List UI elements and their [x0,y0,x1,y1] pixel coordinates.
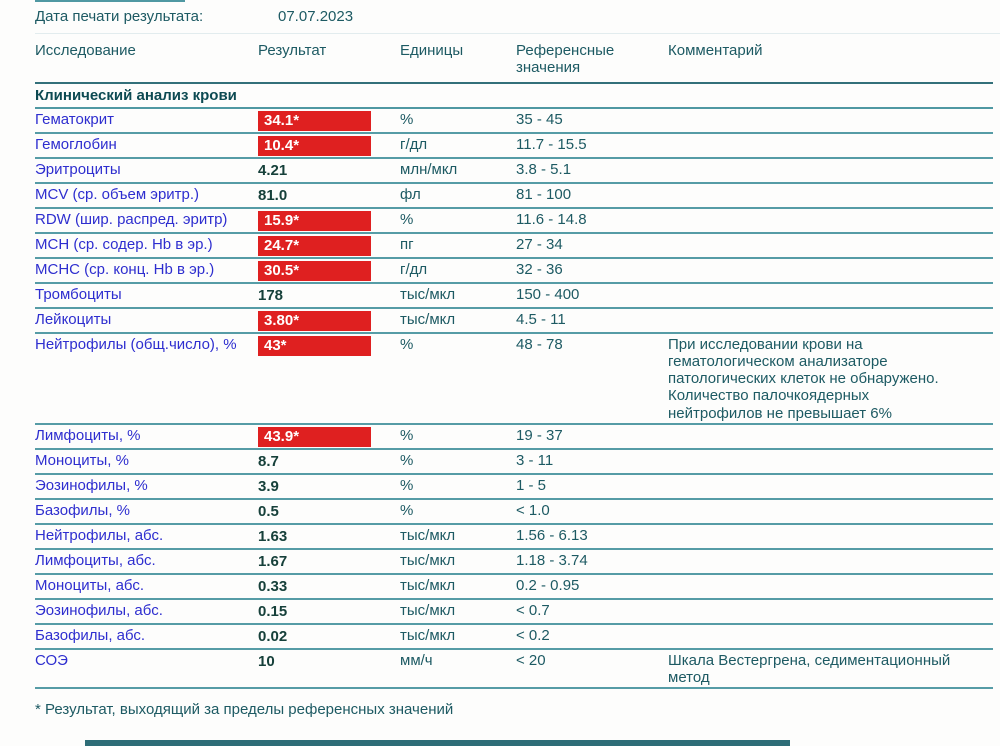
test-name: MCHC (ср. конц. Hb в эр.) [35,260,215,278]
comment: При исследовании крови на гематологическом анализаторе патологических клеток не обнаружено. Количество палочкоядерных нейтрофилов не превышает 6% [668,335,939,422]
table-row [35,500,993,525]
print-date-row [0,0,1000,26]
units: тыс/мкл [400,285,456,303]
table-row [35,184,993,209]
reference-range: 35 - 45 [516,110,563,128]
test-name: Лимфоциты, абс. [35,551,156,569]
table-row [35,425,993,450]
units: % [400,426,414,444]
table-row [35,450,993,475]
table-row [35,600,993,625]
units: % [400,501,414,519]
reference-range: 1 - 5 [516,476,547,494]
units: г/дл [400,260,428,278]
table-row [35,650,993,690]
table-row [35,334,993,425]
table-row [35,525,993,550]
result-value: 1.67 [258,552,288,570]
test-name: Базофилы, % [35,501,130,519]
test-name: Гемоглобин [35,135,117,153]
test-name: Гематокрит [35,110,114,128]
units: % [400,210,414,228]
result-value: 10.4* [258,136,400,156]
table-row [35,475,993,500]
table-row [35,625,993,650]
test-name: Эозинофилы, абс. [35,601,163,619]
reference-range: 27 - 34 [516,235,563,253]
result-value: 43.9* [258,427,400,447]
result-value: 8.7 [258,452,279,470]
units: пг [400,235,414,253]
result-value: 0.5 [258,502,279,520]
result-value: 1.63 [258,527,288,545]
reference-range: 11.7 - 15.5 [516,135,587,153]
result-value: 81.0 [258,186,288,204]
header-result: Результат [258,42,327,59]
units: тыс/мкл [400,601,456,619]
result-value: 0.15 [258,602,288,620]
units: % [400,110,414,128]
units: тыс/мкл [400,626,456,644]
units: г/дл [400,135,428,153]
result-value: 3.9 [258,477,279,495]
units: тыс/мкл [400,526,456,544]
print-date-label: Дата печати результата: [35,8,204,25]
table-row [35,259,993,284]
test-name: Базофилы, абс. [35,626,146,644]
reference-range: < 0.2 [516,626,550,644]
table-row [35,550,993,575]
test-name: Лимфоциты, % [35,426,141,444]
table-row [35,109,993,134]
test-name: Эозинофилы, % [35,476,148,494]
units: фл [400,185,421,203]
reference-range: < 0.7 [516,601,550,619]
section-title: Клинический анализ крови [35,84,993,109]
units: % [400,451,414,469]
units: % [400,476,414,494]
result-value: 3.80* [258,311,400,331]
test-name: Нейтрофилы, абс. [35,526,164,544]
table-row [35,209,993,234]
footnote: * Результат, выходящий за пределы референсных значений [35,701,454,719]
reference-range: < 20 [516,651,546,669]
test-name: Нейтрофилы (общ.число), % [35,335,237,353]
test-name: Лейкоциты [35,310,112,328]
result-value: 0.33 [258,577,288,595]
reference-range: 1.56 - 6.13 [516,526,588,544]
units: тыс/мкл [400,551,456,569]
top-divider-fragment [35,0,185,2]
print-date-value: 07.07.2023 [278,8,354,25]
table-row [35,575,993,600]
table-header-row [35,34,993,84]
units: тыс/мкл [400,576,456,594]
header-test: Исследование [35,42,136,59]
reference-range: 3 - 11 [516,451,554,469]
reference-range: 11.6 - 14.8 [516,210,587,228]
result-value: 24.7* [258,236,400,256]
result-value: 34.1* [258,111,400,131]
reference-range: 32 - 36 [516,260,563,278]
table-row [35,159,993,184]
test-name: Моноциты, абс. [35,576,145,594]
result-value: 30.5* [258,261,400,281]
test-name: MCH (ср. содер. Hb в эр.) [35,235,213,253]
reference-range: 0.2 - 0.95 [516,576,580,594]
units: мм/ч [400,651,433,669]
reference-range: 1.18 - 3.74 [516,551,588,569]
units: тыс/мкл [400,310,456,328]
reference-range: < 1.0 [516,501,550,519]
result-value: 10 [258,652,275,670]
result-value: 178 [258,286,284,304]
table-row [35,309,993,334]
test-name: Тромбоциты [35,285,122,303]
header-units: Единицы [400,42,464,59]
reference-range: 3.8 - 5.1 [516,160,572,178]
header-comment: Комментарий [668,42,763,59]
reference-range: 150 - 400 [516,285,580,303]
header-reference: Референсные значения [516,42,615,77]
reference-range: 81 - 100 [516,185,572,203]
bottom-bar-fragment [85,740,790,746]
test-name: Моноциты, % [35,451,129,469]
table-row [35,284,993,309]
test-name: RDW (шир. распред. эритр) [35,210,228,228]
test-name: MCV (ср. объем эритр.) [35,185,200,203]
result-value: 15.9* [258,211,400,231]
reference-range: 4.5 - 11 [516,310,566,328]
table-row [35,134,993,159]
result-value: 43* [258,336,400,356]
reference-range: 19 - 37 [516,426,563,444]
comment: Шкала Вестергрена, седиментационный метод [668,651,951,686]
result-value: 4.21 [258,161,288,179]
test-name: Эритроциты [35,160,121,178]
units: % [400,335,414,353]
units: млн/мкл [400,160,458,178]
test-name: СОЭ [35,651,68,669]
result-value: 0.02 [258,627,288,645]
reference-range: 48 - 78 [516,335,563,353]
table-row [35,234,993,259]
table-body [0,109,1000,690]
